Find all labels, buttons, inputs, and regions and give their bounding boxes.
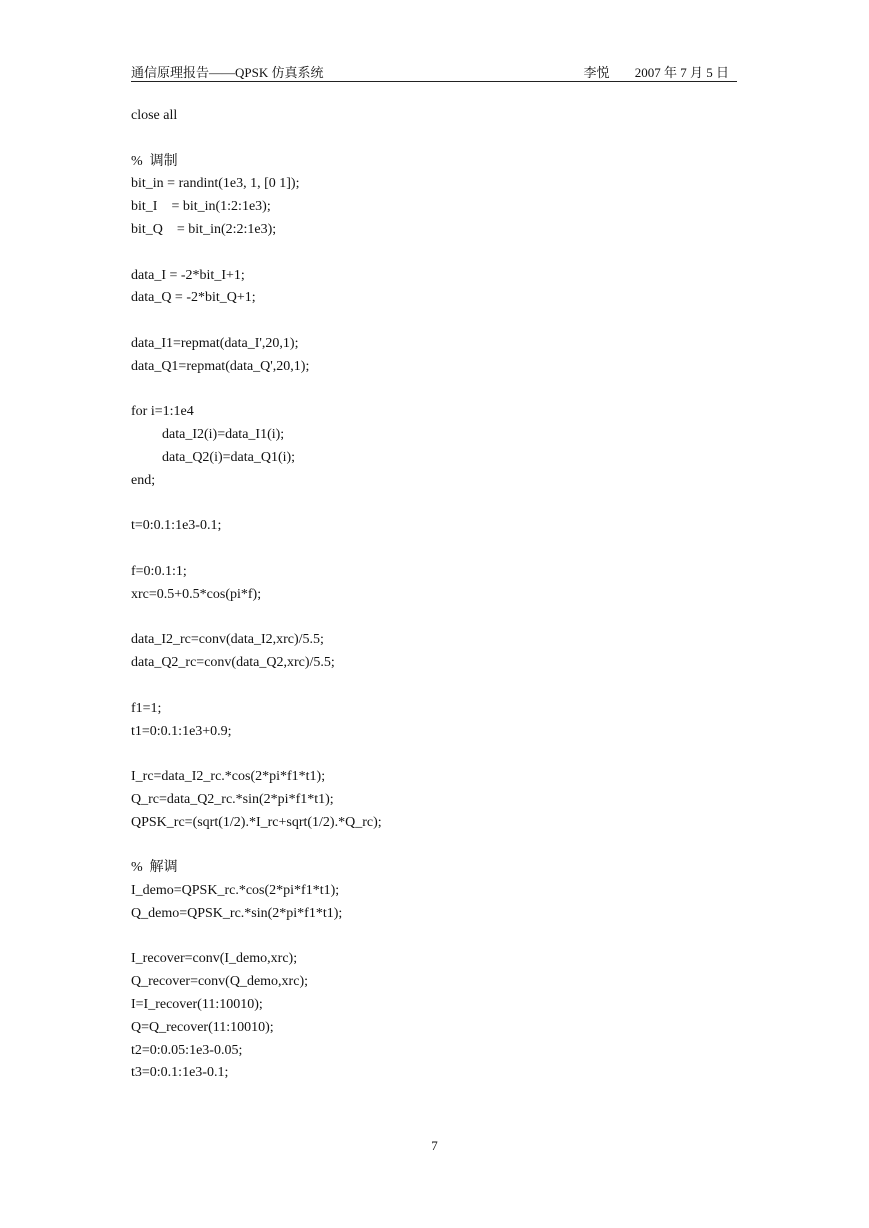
code-line: bit_in = randint(1e3, 1, [0 1]); xyxy=(131,176,300,192)
code-line: bit_Q = bit_in(2:2:1e3); xyxy=(131,221,277,237)
blank-line xyxy=(131,242,751,265)
code-line: data_Q2_rc=conv(data_Q2,xrc)/5.5; xyxy=(131,655,335,671)
code-line: I=I_recover(11:10010); xyxy=(131,997,263,1013)
blank-line xyxy=(131,310,751,333)
page-number: 7 xyxy=(431,1138,438,1153)
code-listing xyxy=(131,105,751,1085)
code-line: t=0:0.1:1e3-0.1; xyxy=(131,518,222,534)
code-line: Q_rc=data_Q2_rc.*sin(2*pi*f1*t1); xyxy=(131,791,334,807)
blank-line xyxy=(131,607,751,630)
code-line: close all xyxy=(131,108,178,123)
code-line: for i=1:1e4 xyxy=(131,404,194,420)
header-meta xyxy=(583,62,729,81)
code-line: t1=0:0.1:1e3+0.9; xyxy=(131,723,232,739)
code-line: f=0:0.1:1; xyxy=(131,563,187,579)
code-line: data_Q2(i)=data_Q1(i); xyxy=(162,449,296,465)
code-line: I_demo=QPSK_rc.*cos(2*pi*f1*t1); xyxy=(131,883,340,899)
code-line: t3=0:0.1:1e3-0.1; xyxy=(131,1065,229,1081)
header-author: 李悦 xyxy=(583,65,610,80)
code-line: t2=0:0.05:1e3-0.05; xyxy=(131,1042,243,1058)
page-header xyxy=(131,60,737,82)
code-line: data_I2_rc=conv(data_I2,xrc)/5.5; xyxy=(131,632,324,648)
blank-line xyxy=(131,926,751,949)
header-date: 2007 年 7 月 5 日 xyxy=(634,65,729,80)
blank-line xyxy=(131,675,751,698)
code-line: data_I1=repmat(data_I',20,1); xyxy=(131,335,299,351)
code-line: data_I = -2*bit_I+1; xyxy=(131,267,245,283)
code-line: xrc=0.5+0.5*cos(pi*f); xyxy=(131,586,262,602)
code-line: % 调制 xyxy=(131,153,178,169)
code-line: f1=1; xyxy=(131,700,162,716)
code-line: I_rc=data_I2_rc.*cos(2*pi*f1*t1); xyxy=(131,769,326,785)
code-line: % 解调 xyxy=(131,860,178,876)
code-line: data_Q1=repmat(data_Q',20,1); xyxy=(131,358,310,374)
code-line: bit_I = bit_in(1:2:1e3); xyxy=(131,199,271,215)
blank-line xyxy=(131,128,751,151)
blank-line xyxy=(131,743,751,766)
code-line: end; xyxy=(131,472,156,488)
blank-line xyxy=(131,835,751,858)
blank-line xyxy=(131,538,751,561)
blank-line xyxy=(131,493,751,516)
code-line: data_I2(i)=data_I1(i); xyxy=(162,427,285,443)
code-line: I_recover=conv(I_demo,xrc); xyxy=(131,951,298,967)
code-line: QPSK_rc=(sqrt(1/2).*I_rc+sqrt(1/2).*Q_rc); xyxy=(131,814,382,830)
code-line: Q_recover=conv(Q_demo,xrc); xyxy=(131,974,308,990)
code-line: Q_demo=QPSK_rc.*sin(2*pi*f1*t1); xyxy=(131,905,343,921)
blank-line xyxy=(131,379,751,402)
header-title: 通信原理报告——QPSK 仿真系统 xyxy=(131,65,324,80)
code-line: Q=Q_recover(11:10010); xyxy=(131,1019,274,1035)
code-line: data_Q = -2*bit_Q+1; xyxy=(131,290,256,306)
